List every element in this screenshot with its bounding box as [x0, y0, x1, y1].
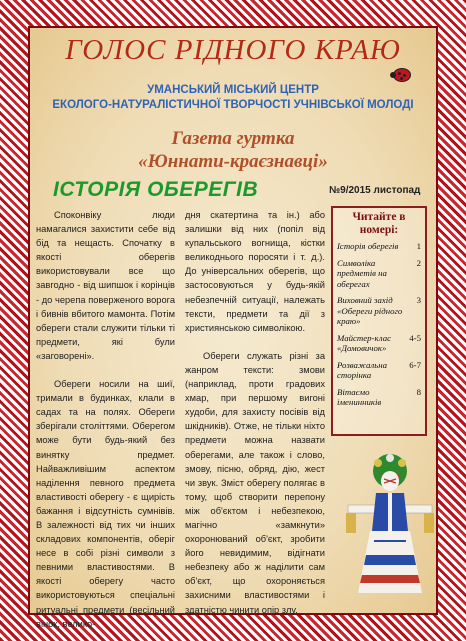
paragraph: Обереги носили на шиї, тримали в будинках, клали в садах та на полях. Обереги зберігали століттями. Оберегом може бути будь-який без винятку предмет. Найважливішим аспектом наділення певного предмета властивості оберегу - є щирість бажання і відсутність сумнівів. В залежності від тих чи інших складових компонентів, оберіг несе в собі різні символи з певними властивостями. В якості оберегу часто використовуються спеціальні ритуальні предмети (весільний вінок, велико-	[36, 379, 175, 629]
table-of-contents	[331, 206, 427, 436]
gazette-line-1: Газета гуртка	[171, 128, 295, 149]
toc-item-page: 8	[416, 386, 421, 397]
toc-item[interactable]	[337, 333, 421, 354]
toc-item-title: Історія оберегів	[337, 241, 399, 251]
newspaper-page	[30, 28, 436, 629]
article-headline: ІСТОРІЯ ОБЕРЕГІВ	[53, 178, 259, 201]
toc-item[interactable]	[337, 360, 421, 381]
toc-item-page: 6-7	[409, 359, 421, 370]
gazette-line-2: «Юннати-краєзнавці»	[138, 151, 328, 172]
gazette-subtitle	[30, 127, 436, 173]
toc-item-page: 2	[416, 257, 421, 268]
toc-item-page: 4-5	[409, 332, 421, 343]
motanka-doll-image	[344, 451, 436, 601]
paragraph: Споконвіку люди намагалися захистити себе від бід та нещасть. Спочатку в якості оберегів використовували все що завгодно - від шипшок і корінців - до черепа поверженого ворога і бивнів вбитого мамонта. Потім обереги стали служити тільки ті предмети, які були «заговорені».	[36, 210, 175, 361]
issue-number: №9/2015 листопад	[329, 185, 421, 196]
toc-item[interactable]	[337, 295, 421, 327]
toc-item-title: Символіка предметів на оберегах	[337, 257, 387, 289]
toc-heading: Читайте в номері:	[352, 211, 406, 236]
toc-item-title: Розважальна сторінка	[337, 359, 387, 380]
newspaper-title: ГОЛОС РІДНОГО КРАЮ	[65, 34, 401, 66]
toc-item-title: Вітаємо іменинників	[337, 386, 382, 407]
org-line-2: ЕКОЛОГО-НАТУРАЛІСТИЧНОЇ ТВОРЧОСТІ УЧНІВСЬКОЇ МОЛОДІ	[52, 99, 414, 111]
org-line-1: УМАНСЬКИЙ МІСЬКИЙ ЦЕНТР	[147, 84, 319, 96]
article-column-1	[36, 208, 175, 631]
toc-item[interactable]	[337, 258, 421, 290]
toc-item[interactable]	[337, 387, 421, 408]
ladybug-icon	[393, 68, 411, 82]
toc-item[interactable]	[337, 241, 421, 252]
toc-item-page: 3	[416, 295, 421, 305]
paragraph: дня скатертина та ін.) або залишки від них (попіл від купальського вогнища, кістки великоднього поросяти і т. д.). До універсальних оберегів, що застосовуються у будь-якій небезпечній ситуації, належать тексти, предмети та дії з християнською символікою.	[185, 210, 325, 333]
toc-item-title: Виховний захід «Обереги рідного краю»	[337, 295, 403, 326]
toc-item-title: Майстер-клас «Домовичок»	[337, 332, 392, 353]
article-column-2	[185, 208, 325, 617]
organization-name	[30, 83, 436, 113]
paragraph: Обереги служать різні за жанром тексти: змови (наприклад, проти градових хмар, при першому вигоні худоби, для захисту посівів від шкідників). Отже, не тільки ніхто предмети можна назвати оберегами, але також і слово, змову, пісню, обряд, дію, жест чи звук. Зміст оберегу полягає в тому, щоб створити перепону між об'єктом і небезпекою, магічно «замкнути» охоронюваний об'єкт, зробити його невидимим, відігнати небезпеку або ж наділити сам об'єкт, що охороняється захисними властивостями і здатністю чинити опір злу.	[185, 350, 325, 615]
toc-item-page: 1	[416, 241, 421, 251]
